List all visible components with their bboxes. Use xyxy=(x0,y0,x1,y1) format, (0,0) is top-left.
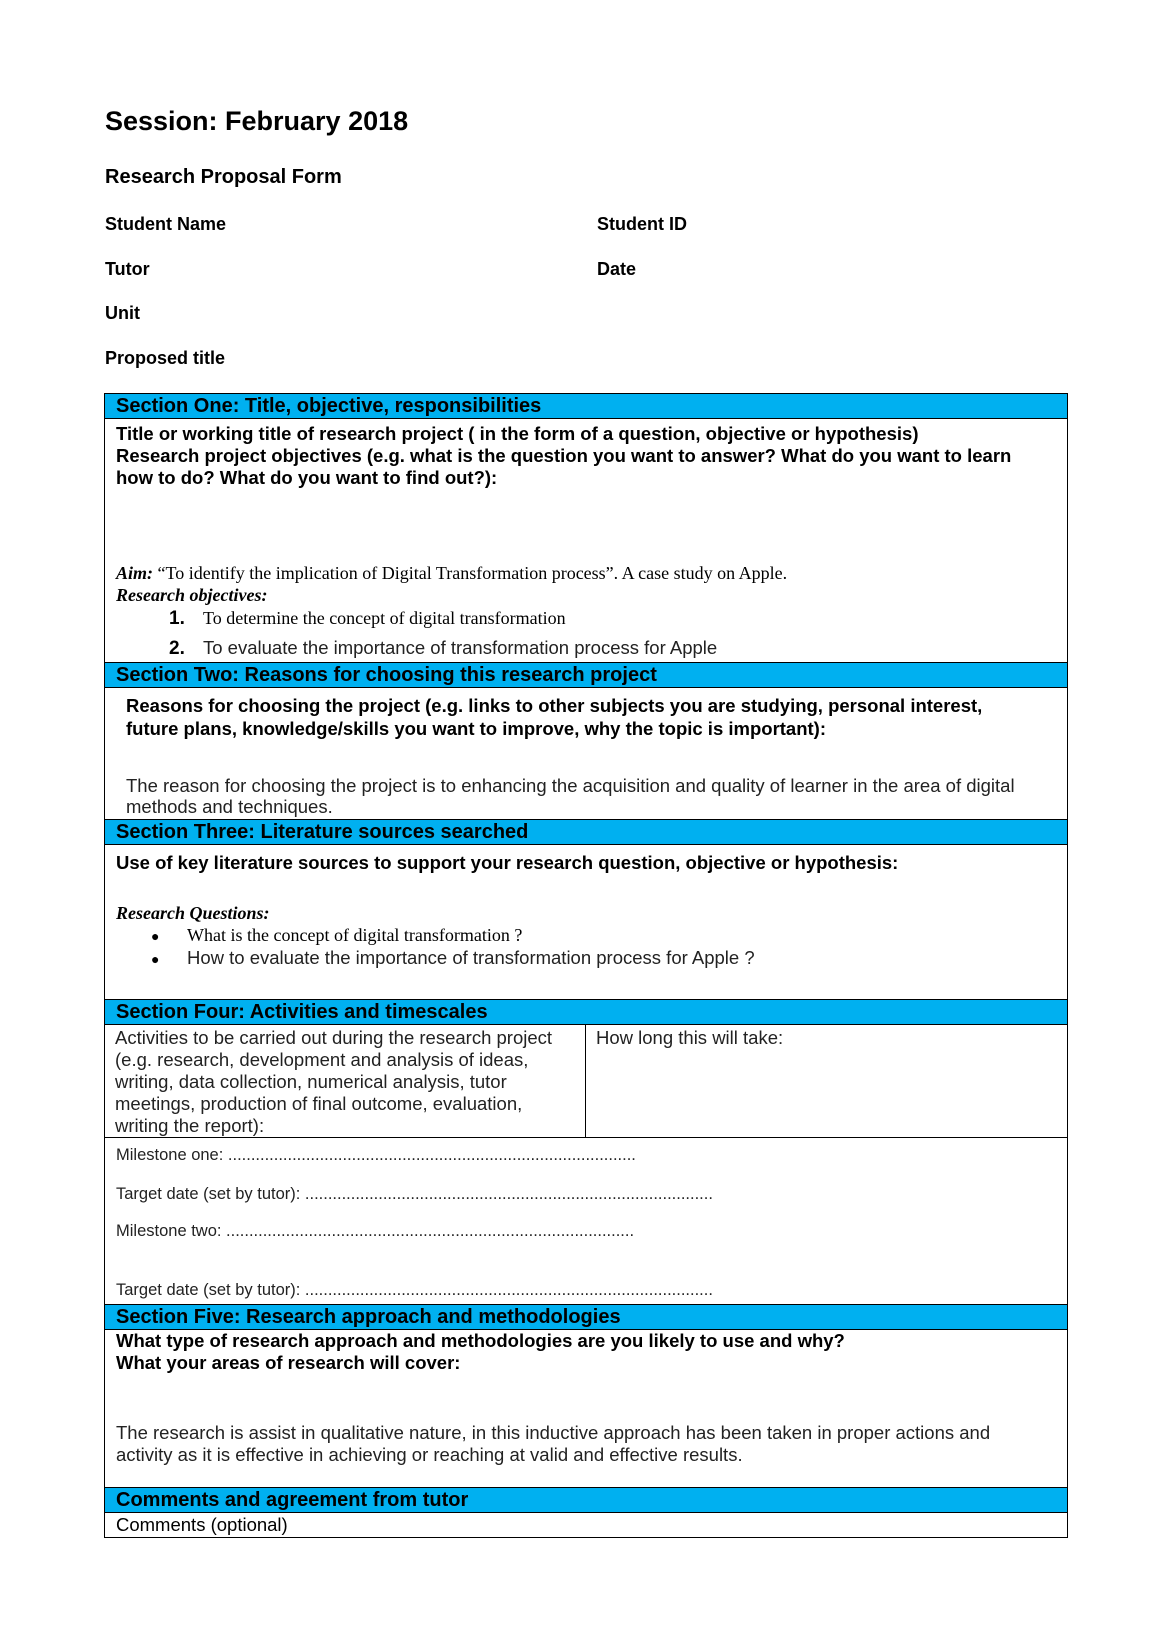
activities-timescales-row xyxy=(105,1025,1067,1138)
proposed-title-label: Proposed title xyxy=(105,348,226,368)
research-question-text: What is the concept of digital transformation ? xyxy=(187,925,523,945)
section-four-header: Section Four: Activities and timescales xyxy=(105,1000,1067,1025)
objective-text: To determine the concept of digital transformation xyxy=(203,608,566,628)
tutor-comments-body xyxy=(105,1513,1067,1537)
section-two-answer: The reason for choosing the project is to enhancing the acquisition and quality of learner in the area of digital methods and techniques. xyxy=(126,775,1015,817)
section-one-body xyxy=(105,419,1067,663)
section-one-question-title: Title or working title of research project ( in the form of a question, objective or hypothesis) xyxy=(116,423,919,444)
section-three-question: Use of key literature sources to support your research question, objective or hypothesis: xyxy=(116,852,899,873)
section-one-question-objectives: Research project objectives (e.g. what is the question you want to answer? What do you want to learn how to do? What do you want to find out?): xyxy=(116,445,1012,488)
aim-text: “To identify the implication of Digital Transformation process”. A case study on Apple. xyxy=(157,563,788,583)
section-two-header: Section Two: Reasons for choosing this research project xyxy=(105,663,1067,688)
section-two-question: Reasons for choosing the project (e.g. links to other subjects you are studying, personal interest, future plans, knowledge/skills you want to improve, why the topic is important): xyxy=(126,695,983,739)
section-five-body xyxy=(105,1330,1067,1488)
bullet-icon: ● xyxy=(151,928,160,944)
research-question-text: How to evaluate the importance of transformation process for Apple ? xyxy=(187,947,755,968)
unit-label: Unit xyxy=(105,303,140,323)
comments-optional-label: Comments (optional) xyxy=(116,1514,288,1535)
section-five-answer: The research is assist in qualitative nature, in this inductive approach has been taken in proper actions and activity as it is effective in achieving or reaching at valid and effective results. xyxy=(116,1422,991,1465)
proposal-form-table xyxy=(104,393,1068,1538)
target-date-two: Target date (set by tutor): ......................................................................................... xyxy=(116,1281,713,1299)
activities-cell: Activities to be carried out during the research project (e.g. research, development and analysis of ideas, writing, data collection, numerical analysis, tutor meetings, production of final outcome, evaluation, writing the report): xyxy=(105,1025,586,1137)
session-heading: Session: February 2018 xyxy=(105,106,409,136)
milestone-one: Milestone one: ......................................................................................... xyxy=(116,1146,636,1164)
aim-label: Aim: xyxy=(116,563,154,583)
objective-number: 1. xyxy=(169,608,185,629)
objectives-label: Research objectives: xyxy=(116,585,268,605)
section-one-header: Section One: Title, objective, responsibilities xyxy=(105,394,1067,419)
duration-cell: How long this will take: xyxy=(596,1027,784,1048)
section-two-body xyxy=(105,688,1067,820)
objective-text: To evaluate the importance of transformation process for Apple xyxy=(203,637,718,658)
milestone-two: Milestone two: ......................................................................................... xyxy=(116,1222,635,1240)
aim-line xyxy=(116,563,787,584)
target-date-one: Target date (set by tutor): ......................................................................................... xyxy=(116,1185,713,1203)
milestones-body xyxy=(105,1138,1067,1305)
student-id-label: Student ID xyxy=(597,214,687,234)
research-question-item xyxy=(151,947,755,969)
date-label: Date xyxy=(597,259,637,279)
tutor-comments-header: Comments and agreement from tutor xyxy=(105,1488,1067,1513)
objective-item xyxy=(169,637,717,660)
objective-item xyxy=(169,608,566,630)
student-name-label: Student Name xyxy=(105,214,227,234)
bullet-icon: ● xyxy=(151,951,160,967)
objective-number: 2. xyxy=(169,638,185,659)
research-question-item xyxy=(151,925,522,946)
section-five-question-approach: What type of research approach and methodologies are you likely to use and why? xyxy=(116,1330,845,1351)
section-three-body xyxy=(105,845,1067,1000)
section-five-question-areas: What your areas of research will cover: xyxy=(116,1352,461,1373)
form-title: Research Proposal Form xyxy=(105,166,342,188)
tutor-label: Tutor xyxy=(105,259,150,279)
section-five-header: Section Five: Research approach and methodologies xyxy=(105,1305,1067,1330)
section-three-header: Section Three: Literature sources searched xyxy=(105,820,1067,845)
research-questions-label: Research Questions: xyxy=(116,903,270,923)
